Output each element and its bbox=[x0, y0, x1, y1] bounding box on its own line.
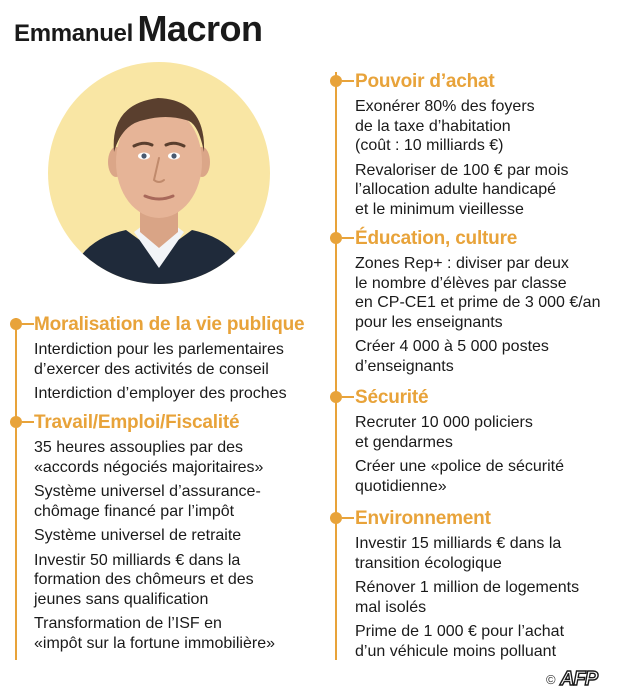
list-item: Investir 15 milliards € dans la transition écologique bbox=[355, 535, 562, 572]
section-heading: Sécurité bbox=[355, 387, 429, 408]
section-heading: Moralisation de la vie publique bbox=[34, 314, 305, 335]
list-item: Créer une «police de sécurité quotidienne» bbox=[355, 458, 565, 495]
right-timeline-line bbox=[335, 72, 337, 660]
bullet-dot-icon bbox=[10, 318, 22, 330]
list-item: 35 heures assouplies par des «accords négociés majoritaires» bbox=[34, 439, 264, 476]
copyright-symbol: © bbox=[546, 672, 556, 687]
list-item: Système universel d’assurance- chômage financé par l’impôt bbox=[34, 483, 261, 520]
title-first-name: Emmanuel bbox=[14, 20, 133, 47]
left-timeline-line bbox=[15, 318, 17, 660]
section-securite bbox=[355, 387, 564, 496]
list-item: Transformation de l’ISF en «impôt sur la fortune immobilière» bbox=[34, 615, 275, 652]
section-environnement bbox=[355, 508, 579, 661]
person-portrait-icon bbox=[48, 62, 270, 284]
bullet-dot-icon bbox=[330, 75, 342, 87]
section-heading: Pouvoir d’achat bbox=[355, 71, 495, 92]
list-item: Recruter 10 000 policiers et gendarmes bbox=[355, 414, 533, 451]
afp-logo: AFP bbox=[560, 668, 598, 690]
bullet-dot-icon bbox=[330, 232, 342, 244]
bullet-dot-icon bbox=[330, 512, 342, 524]
list-item: Exonérer 80% des foyers de la taxe d’habitation (coût : 10 milliards €) bbox=[355, 98, 535, 154]
section-education-culture bbox=[355, 228, 600, 376]
list-item: Rénover 1 million de logements mal isolés bbox=[355, 579, 580, 616]
afp-credit bbox=[546, 668, 597, 691]
list-item: Système universel de retraite bbox=[34, 527, 242, 544]
section-pouvoir-achat bbox=[355, 71, 568, 219]
list-item: Investir 50 milliards € dans la formation des chômeurs et des jeunes sans qualification bbox=[34, 551, 254, 608]
title-last-name: Macron bbox=[137, 8, 263, 49]
list-item: Interdiction pour les parlementaires d’exercer des activités de conseil bbox=[34, 341, 284, 378]
bullet-dot-icon bbox=[330, 391, 342, 403]
list-item: Zones Rep+ : diviser par deux le nombre d’élèves par classe en CP-CE1 et prime de 3 000 €/an pour les enseignants bbox=[355, 255, 601, 331]
section-travail-emploi-fiscalite bbox=[34, 412, 275, 653]
page-title bbox=[14, 8, 262, 50]
section-heading: Travail/Emploi/Fiscalité bbox=[34, 412, 240, 433]
section-moralisation bbox=[34, 314, 304, 404]
bullet-dot-icon bbox=[10, 416, 22, 428]
section-heading: Environnement bbox=[355, 508, 491, 529]
list-item: Créer 4 000 à 5 000 postes d’enseignants bbox=[355, 338, 549, 375]
list-item: Prime de 1 000 € pour l’achat d’un véhicule moins polluant bbox=[355, 623, 565, 660]
list-item: Revaloriser de 100 € par mois l’allocation adulte handicapé et le minimum vieillesse bbox=[355, 161, 569, 218]
list-item: Interdiction d’employer des proches bbox=[34, 385, 287, 402]
section-heading: Éducation, culture bbox=[355, 228, 518, 249]
